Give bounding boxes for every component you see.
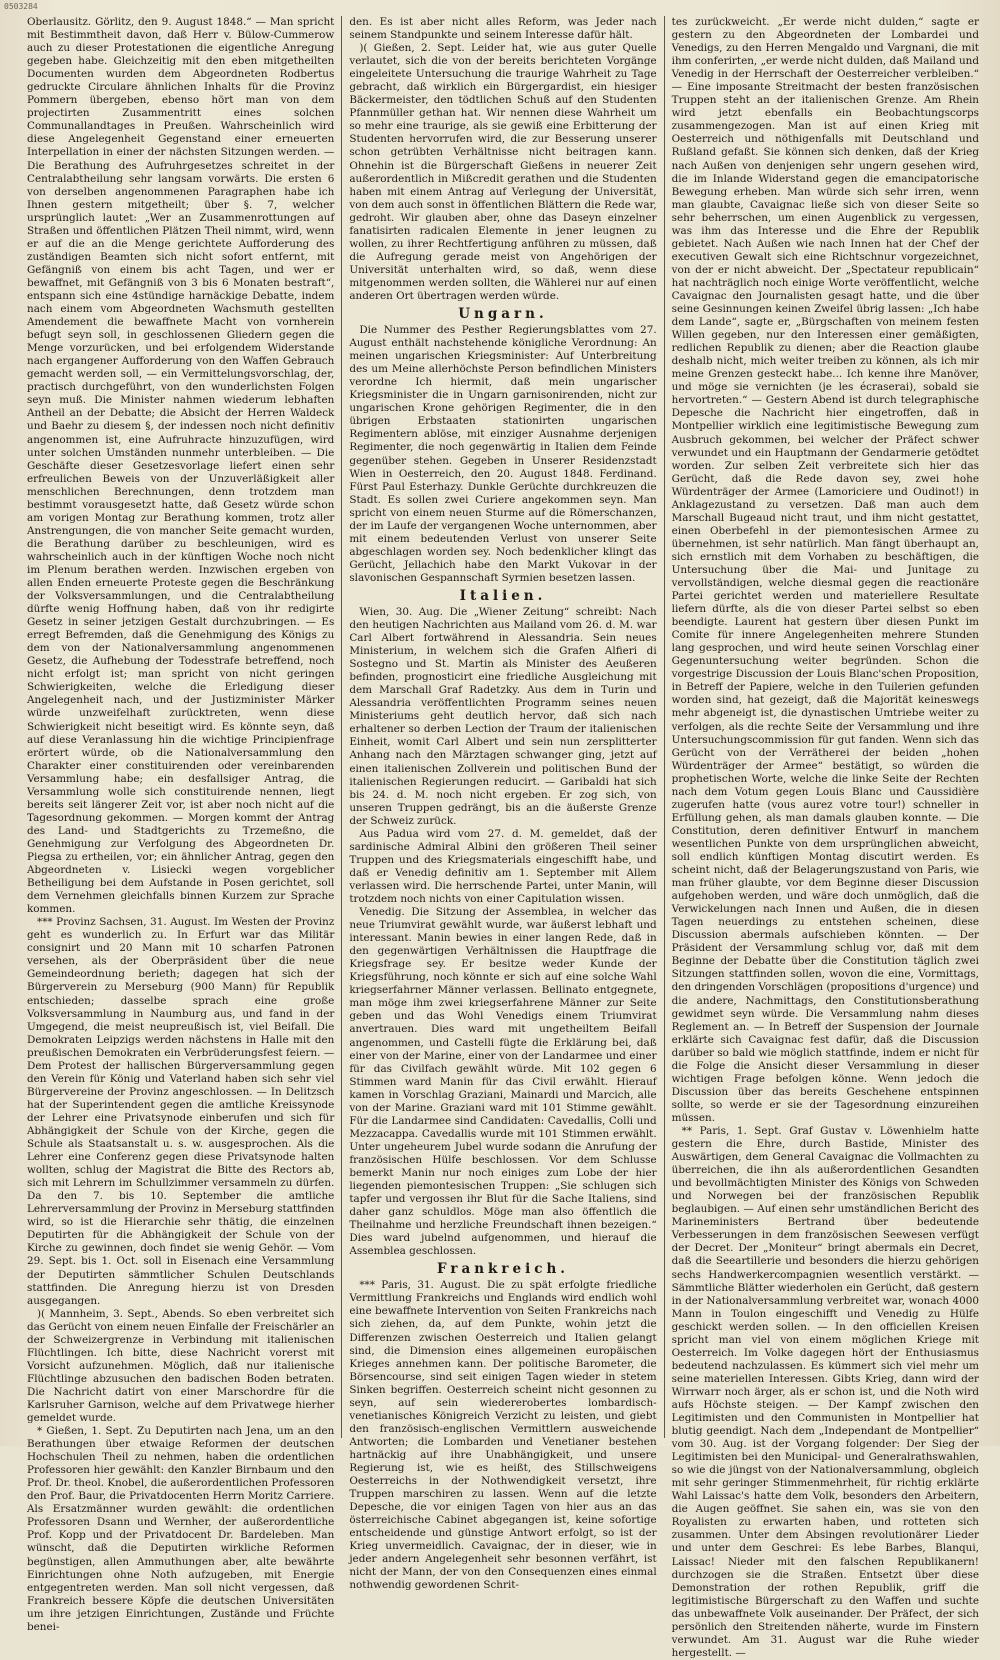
column-1 (20, 16, 341, 1633)
article-paragraph: *** Provinz Sachsen, 31. August. Im Westen der Provinz geht es wunderlich zu. In Erfurt war das Militär consignirt und 20 Mann mit 10 scharfen Patronen versehen, als der Oberpräsident über die neue Gemeindeordnung berieth; dagegen hat sich der Bürgerverein zu Merseburg (900 Mann) für Republik entschieden; dasselbe sprach eine große Volksversammlung in Naumburg aus, und fand in der Umgegend, die meist neupreußisch ist, viel Beifall. Die Demokraten Leipzigs werden nächstens in Halle mit den preußischen Demokraten ein Verbrüderungsfest feiern. — Dem Protest der hallischen Bürgerversammlung gegen den Verein für König und Vaterland haben sich sehr viel Bürgervereine der Provinz angeschlossen. — In Delitzsch hat der Superintendent gegen die amtliche Kreissynode der Lehrer eine Privatsynode einberufen und sich für Abhängigkeit der Schule von der Kirche, gegen die Schule als Staatsanstalt u. s. w. ausgesprochen. Als die Lehrer eine Conferenz gegen diese Privatsynode halten wollten, schlug der Magistrat die Bitte des Rectors ab, sich mit Lehrern im Schullzimmer versammeln zu dürfen. Da den 7. bis 10. September die amtliche Lehrerversammlung der Provinz in Merseburg stattfinden wird, so ist die Hierarchie sehr thätig, die einzelnen Deputirten für die Abhängigkeit der Schule von der Kirche zu gewinnen, doch findet sie wenig Gehör. — Vom 29. Sept. bis 1. Oct. soll in Eisenach eine Versammlung der Deputirten sämmtlicher Schulen Deutschlands stattfinden. Die Anregung hierzu ist von Dresden ausgegangen. (27, 916, 335, 1307)
article-paragraph: * Gießen, 1. Sept. Zu Deputirten nach Jena, um an den Berathungen über etwaige Reformen der deutschen Hochschulen Theil zu nehmen, haben die ordentlichen Professoren hier gewählt: den Kanzler Birnbaum und den Prof. Dr. theol. Knobel, die außerordentlichen Professoren den Prof. Baur, die Privatdocenten Herrn Moritz Carriere. Als Ersatzmänner wurden gewählt: die ordentlichen Professoren Dsann und Wernher, der außerordentliche Prof. Kopp und der Privatdocent Dr. Bardeleben. Man wünscht, daß die Deputirten wirkliche Reformen begünstigen, allen Ammuthungen aber, alte bewährte Einrichtungen ohne Noth aufzugeben, mit Energie entgegentreten werden. Man soll nicht vergessen, daß Frankreich bessere Köpfe die deutschen Universitäten um ihre jetzigen Einrichtungen, Zustände und Früchte benei- (27, 1425, 335, 1633)
article-paragraph: *** Paris, 31. August. Die zu spät erfolgte friedliche Vermittlung Frankreichs und Englands wird endlich wohl eine bewaffnete Intervention von Seiten Frankreichs nach sich ziehen, da, auf dem Punkte, wohin jetzt die Differenzen zwischen Oesterreich und Italien gelangt sind, die Dimension eines allgemeinen europäischen Krieges annehmen kann. Der politische Barometer, die Börsencourse, sind seit einigen Tagen wieder in stetem Sinken begriffen. Oesterreich scheint nicht gesonnen zu seyn, auf sein wiedererobertes lombardisch-venetianisches Königreich Verzicht zu leisten, und giebt den französisch-englischen Vermittlern ausweichende Antworten; die Lombarden und Venetianer bestehen hartnäckig auf ihre Unabhängigkeit, und unsere Regierung ist, wie es heißt, des Stillschweigens Oesterreichs in der Nothwendigkeit versetzt, ihre Truppen marschiren zu lassen. Wenn auf die letzte Depesche, die vor einigen Tagen von hier aus an das österreichische Cabinet abgegangen ist, keine sofortige entscheidende und günstige Antwort erfolgt, so ist der Krieg unvermeidlich. Cavaignac, der in dieser, wie in jeder andern Angelegenheit sehr besonnen verfährt, ist nicht der Mann, der von den Consequenzen eines einmal nothwendig gewordenen Schrit- (349, 1279, 657, 1592)
article-paragraph: ** Paris, 1. Sept. Graf Gustav v. Löwenhielm hatte gestern die Ehre, durch Bastide, Minister des Auswärtigen, dem General Cavaignac die Vollmachten zu überreichen, die ihn als außerordentlichen Gesandten und bevollmächtigten Minister des Königs von Schweden und Norwegen bei der französischen Republik beglaubigen. — Auf einen sehr umständlichen Bericht des Marineministers Bertrand über bedeutende Verbesserungen in dem französischen Seewesen verfügt der Decret. Der „Moniteur“ bringt abermals ein Decret, daß die Seeartillerie und besonders die hierzu gehörigen sechs Handwerkercompagnien wesentlich verstärkt. — Sämmtliche Blätter wiederholen ein Gerücht, daß gestern in der Nationalversammlung verbreitet war, wonach 4000 Mann in Toulon eingeschifft und Venedig zu Hülfe geschickt werden sollen. — In den officiellen Kreisen spricht man viel von einem möglichen Kriege mit Oesterreich. Im Volke dagegen hört der Enthusiasmus bedeutend nachzulassen. Es kümmert sich viel mehr um seine materiellen Interessen. Gibts Krieg, dann wird der Wirrwarr noch ärger, als er schon ist, und die Noth wird aufs Höchste steigen. — Der Kampf zwischen den Legitimisten und den Communisten in Montpellier hat blutig geendigt. Nach dem „Independant de Montpellier“ vom 30. Aug. ist der Vorgang folgender: Der Sieg der Legitimisten bei den Municipal- und Generalrathswahlen, so wie die jüngst von der Nationalversammlung, obgleich mit sehr geringer Stimmenmehrheit, für richtig erklärte Wahl Laissac's hatte dem Volk, besonders den Arbeitern, die Augen geöffnet. Sie sahen ein, was sie von den Royalisten zu erwarten haben, und rotteten sich zusammen. Unter dem Absingen revolutionärer Lieder und unter dem Geschrei: Es lebe Barbes, Blanqui, Laissac! Nieder mit den falschen Republikanern! durchzogen sie die Straßen. Entsetzt über diese Demonstration der rothen Republik, griff die legitimistische Bürgerschaft zu den Waffen und suchte das unbewaffnete Volk auseinander. Der Präfect, der sich persönlich den Streitenden näherte, wurde im Finstern verwundet. Am 31. August war die Ruhe wieder hergestellt. — (671, 1124, 979, 1659)
article-paragraph: Die Nummer des Pesther Regierungsblattes vom 27. August enthält nachstehende königliche Verordnung: An meinen ungarischen Kriegsminister: Auf Unterbreitung des um Meine allerhöchste Person befindlichen Ministers verordne Ich hiermit, daß mein ungarischer Kriegsminister die in Ungarn garnisonirenden, nicht zur ungarischen Krone gehörigen Regimenter, die in den übrigen Erbstaaten stationirten ungarischen Regimentern ablöse, mit einziger Ausnahme derjenigen Regimenter, die noch gegenwärtig in Italien dem Feinde gegenüber stehen. Gegeben in Unserer Residenzstadt Wien in Oesterreich, den 20. August 1848. Ferdinand. Fürst Paul Esterhazy. Dunkle Gerüchte durchkreuzen die Stadt. Es sollen zwei Curiere angekommen seyn. Man spricht von einem neuen Sturme auf die Römerschanzen, der im Laufe der vergangenen Woche unternommen, aber mit einem bedeutenden Verlust von unserer Seite abgeschlagen worden sey. Noch bedenklicher klingt das Gerücht, Jellachich habe den Markt Vukovar in der slavonischen Gespannschaft Syrmien besetzen lassen. (349, 324, 657, 584)
section-heading-ungarn: Ungarn. (458, 306, 548, 323)
section-heading-italien: Italien. (459, 587, 547, 604)
column-3 (664, 16, 986, 1659)
section-heading-frankreich: Frankreich. (437, 1261, 569, 1278)
article-paragraph: Aus Padua wird vom 27. d. M. gemeldet, daß der sardinische Admiral Albini den größeren Theil seiner Truppen und des Kriegsmaterials eingeschifft habe, und daß er Venedig definitiv am 1. September mit Allem verlassen wird. Die herrschende Partei, unter Manin, will trotzdem noch nichts von einer Capitulation wissen. (349, 827, 657, 905)
article-paragraph: )( Gießen, 2. Sept. Leider hat, wie aus guter Quelle verlautet, sich die von der bereits berichteten Vorgänge eingeleitete Untersuchung die traurige Wahrheit zu Tage gebracht, daß wirklich ein Bürgergardist, ein hiesiger Bäckermeister, den tödtlichen Schuß auf den Studenten Pfannmüller gethan hat. Wir nennen diese Wahrheit um so mehr eine traurige, als sie gewiß eine Erbitterung der Studenten hervorrufen wird, die zur Besserung unserer schon getrübten Verhältnisse nicht beitragen kann. Ohnehin ist die Bürgerschaft Gießens in neuerer Zeit außerordentlich in Mißcredit gerathen und die Studenten haben mit einem Antrag auf Verlegung der Universität, von dem auch sonst in öffentlichen Blättern die Rede war, gedroht. Wir glauben aber, ohne das Daseyn einzelner fanatisirten radicalen Elemente in jener leugnen zu wollen, zu ihrer Rechtfertigung anführen zu müssen, daß die Aufregung gerade meist von Angehörigen der Universität unterhalten wird, so daß, wenn diese mitgenommen werden sollten, die Wählerei nur auf einen anderen Ort übertragen werden würde. (349, 42, 657, 302)
article-paragraph: Oberlausitz. Görlitz, den 9. August 1848.“ — Man spricht mit Bestimmtheit davon, daß Herr v. Bülow-Cummerow auch zu dieser Protestationen die eigentliche Anregung gegeben habe. Gleichzeitig mit den eben mitgetheilten Documenten wurden dem Abgeordneten Rodbertus gedruckte Circulare ähnlichen Inhalts für die Provinz Pommern übergeben, ebenso hört man von dem projectirten Zusammentritt eines solchen Communallandtages in Preußen. Wahrscheinlich wird diese Angelegenheit Gegenstand einer erneuerten Interpellation in einer der nächsten Sitzungen werden. — Die Berathung des Aufruhrgesetzes schreitet in der Centralabtheilung sehr langsam vorwärts. Die ersten 6 von derselben angenommenen Paragraphen habe ich Ihnen gestern mitgetheilt; über §. 7, welcher ursprünglich lautet: „Wer an Zusammenrottungen auf Straßen und öffentlichen Plätzen Theil nimmt, wird, wenn er auf die an die Menge gerichtete Aufforderung des zuständigen Beamten sich nicht sofort entfernt, mit Gefängniß von einem bis acht Tagen, und wer er bewaffnet, mit Gefängniß von 3 bis 6 Monaten bestraft“, entspann sich eine 4stündige harnäckige Debatte, indem nach einem vom Abgeordneten Wachsmuth gestellten Amendement die bewaffnete Macht von vornherein befugt seyn soll, in geschlossenen Gliedern gegen die Menge vorzurücken, und bei erfolgendem Widerstande nach ergangener Aufforderung von den Waffen Gebrauch gemacht werden soll, — ein Vermittelungsvorschlag, der, practisch durchgeführt, von den wunderlichsten Folgen seyn muß. Die Minister nahmen wiederum lebhaften Antheil an der Debatte; die Absicht der Herren Waldeck und Baehr zu diesem §, der indessen noch nicht definitiv angenommen ist, eine Aufruhracte hinzuzufügen, wird unter solchen Umständen nunmehr unterbleiben. — Die Geschäfte dieser Gesetzesvorlage liefert einen sehr erfreulichen Beweis von der Unzuverläßigkeit aller menschlichen Berechnungen, denn trotzdem man bestimmt vorausgesetzt hatte, daß Gesetz würde schon am vorigen Montag zur Berathung kommen, trotz aller Anstrengungen, die von mancher Seite gemacht wurden, die Berathung darüber zu beschleunigen, wird es wahrscheinlich auch in der künftigen Woche noch nicht im Plenum berathen werden. Inzwischen ergeben von allen Enden erneuerte Proteste gegen die Beschränkung der Volksversammlungen, und die Centralabtheilung dürfte wenig Hoffnung haben, daß von ihr redigirte Gesetz in seiner jetzigen Gestalt durchzubringen. — Es erregt Befremden, daß die Genehmigung des Königs zu dem von der Nationalversammlung angenommenen Gesetz, die Aufhebung der Todesstrafe betreffend, noch nicht erfolgt ist; man spricht von nicht geringen Schwierigkeiten, welche die Erledigung dieser Angelegenheit nach, und der Justizminister Märker würde unzweifelhaft zurücktreten, wenn diese Schwierigkeit nicht beseitigt wird. Es könnte seyn, daß auf diese Veranlassung hin die wichtige Principienfrage erörtert würde, ob die Nationalversammlung den Charakter einer constituirenden oder vereinbarenden Versammlung habe; ein desfallsiger Antrag, die Versammlung wolle sich constituirende nennen, liegt bereits seit längerer Zeit vor, ist aber noch nicht auf die Tagesordnung gekommen. — Morgen kommt der Antrag des Land- und Stadtgerichts zu Trzemeßno, die Genehmigung zur Verfolgung des Abgeordneten Dr. Piegsa zu ertheilen, vor; ein ähnlicher Antrag, gegen den Abgeordneten v. Lisiecki wegen vorgeblicher Betheiligung bei dem Aufstande in Posen gerichtet, soll dem Vernehmen gleichfalls binnen Kurzem zur Sprache kommen. (27, 16, 335, 916)
article-paragraph: Wien, 30. Aug. Die „Wiener Zeitung“ schreibt: Nach den heutigen Nachrichten aus Mailand vom 26. d. M. war Carl Albert fortwährend in Alessandria. Sein neues Ministerium, in welchem sich die Grafen Alfieri di Sostegno und St. Martin als Minister des Aeußeren befinden, prognosticirt eine friedliche Ausgleichung mit dem Marschall Graf Radetzky. Aus dem in Turin und Alessandria veröffentlichten Programm seines neuen Ministeriums geht deutlich hervor, daß sich nach erhaltener so derben Lection der Traum der italienischen Einheit, womit Carl Albert und sein nun zersplitterter Anhang nach den Märztagen schwanger ging, jetzt auf einen italienischen Zollverein und politischen Bund der italienischen Regierungen reducirt. — Garibaldi hat sich bis 24. d. M. noch nicht ergeben. Er zog sich, von unseren Truppen gedrängt, bis an die äußerste Grenze der Schweiz zurück. (349, 605, 657, 827)
column-2 (341, 16, 663, 1592)
article-paragraph: )( Mannheim, 3. Sept., Abends. So eben verbreitet sich das Gerücht von einem neuen Einfalle der Freischärler an der Schweizergrenze in Verbindung mit italienischen Flüchtlingen. Ich bitte, diese Nachricht vorerst mit Vorsicht aufzunehmen. Möglich, daß nur italienische Flüchtlinge abzusuchen den badischen Boden betraten. Die Nachricht datirt von einer Marschordre für die Karlsruher Garnison, welche auf dem Privatwege hierher gemeldet wurde. (27, 1307, 335, 1425)
article-paragraph: tes zurückweicht. „Er werde nicht dulden,“ sagte er gestern zu den Abgeordneten der Lombardei und Venedigs, zu den Herren Mengaldo und Vargnani, die mit ihm conferirten, „er werde nicht dulden, daß Mailand und Venedig in der Herrschaft der Oesterreicher verbleiben.“ — Eine imposante Streitmacht der besten französischen Truppen steht an der italienischen Grenze. Am Rhein wird jetzt ebenfalls ein Beobachtungscorps zusammengezogen. Man ist auf einen Krieg mit Oesterreich und nöthigenfalls mit Deutschland und Rußland gefaßt. Sie können sich denken, daß der Krieg nach Außen von denjenigen sehr ungern gesehen wird, die im Inlande Widerstand gegen die emancipatorische Bewegung erheben. Man würde sich sehr irren, wenn man glaubte, Cavaignac ließe sich von dieser Seite so sehr beherrschen, um einen Augenblick zu vergessen, was ihm das Interesse und die Ehre der Republik gebietet. Nach Außen wie nach Innen hat der Chef der executiven Gewalt sich eine Richtschnur vorgezeichnet, von der er nicht abweicht. Der „Spectateur republicain“ hat nachträglich noch einige Worte veröffentlicht, welche Cavaignac den Journalisten gesagt hatte, und die über seine Gesinnungen keinen Zweifel übrig lassen: „Ich habe dem Lande“, sagte er, „Bürgschaften von meinem festen Willen gegeben, nur den Interessen einer gemäßigten, redlichen Republik zu dienen; aber die Reaction glaube deshalb nicht, mich weiter treiben zu können, als ich mir meine Grenzen gesteckt habe... Ich kenne ihre Manöver, und möge sie vernichten (je les écraserai), sobald sie hervortreten.“ — Gestern Abend ist durch telegraphische Depesche die Nachricht hier eingetroffen, daß in Montpellier wirklich eine legitimistische Bewegung zum Ausbruch gekommen, bei welcher der Präfect schwer verwundet und ein Hauptmann der Gendarmerie getödtet worden. Zur selben Zeit verbreitete sich hier das Gerücht, daß die Rede davon sey, zwei hohe Würdenträger der Armee (Lamoriciere und Oudinot!) in Anklagezustand zu versetzen. Daß man auch dem Marschall Bugeaud nicht traut, und ihm nicht gestattet, einen Oberbefehl in der piemontesischen Armee zu übernehmen, ist sehr natürlich. Man fängt überhaupt an, sich ernstlich mit dem Vorhaben zu beschäftigen, die Untersuchung über die Mai- und Junitage zu vervollständigen, welche diesmal gegen die reactionäre Partei gerichtet werden und materiellere Resultate liefern dürfte, als die von dieser Partei selbst so eben beendigte. Laurent hat gestern über diesen Punkt im Comite für innere Angelegenheiten mehrere Stunden lang gesprochen, und wird heute seinen Vorschlag einer Gegenuntersuchung weiter begründen. Schon die vorgestrige Discussion der Louis Blanc'schen Proposition, in Betreff der Papiere, welche in den Tuilerien gefunden worden sind, hat gezeigt, daß die Majorität keineswegs mehr abgeneigt ist, die dynastischen Umtriebe weiter zu verfolgen, als die rechte Seite der Versammlung und ihre Untersuchungscommission für gut fanden. Wenn sich das Gerücht von der Verrätherei der beiden „hohen Würdenträger der Armee“ bestätigt, so würden die prophetischen Worte, welche die linke Seite der Rechten nach dem Votum gegen Louis Blanc und Caussidière zugerufen hatte (vous aurez votre tour!) schneller in Erfüllung gehen, als man damals glauben konnte. — Die Constitution, deren definitiver Entwurf in manchem wesentlichen Punkte von dem ursprünglichen abweicht, soll endlich künftigen Montag discutirt werden. Es scheint nicht, daß der Belagerungszustand von Paris, wie man früher glaubte, vor dem Beginne dieser Discussion aufgehoben werden, und wäre doch unmöglich, daß die Verwickelungen nach Innen und Außen, die in diesen Tagen neuerdings zu entstehen scheinen, diese Discussion abermals aufschieben könnten. — Der Präsident der Versammlung schlug vor, daß mit dem Beginne der Debatte über die Constitution täglich zwei Sitzungen stattfinden sollen, wovon die eine, Vormittags, den dringenden Vorschlägen (propositions d'urgence) und die andere, Nachmittags, den Constitutionsberathung gewidmet seyn würde. Die Versammlung nahm dieses Reglement an. — In Betreff der Suspension der Journale erklärte sich Cavaignac fest dafür, daß die Discussion darüber so bald wie möglich stattfinde, indem er nicht für die Folge die Ansicht dieser Versammlung in dieser wichtigen Frage befolgen könne. Wenn jedoch die Discussion über das bereits Geschehene entspinnen sollte, so werde er sie der Tagesordnung einzureihen müssen. (671, 16, 979, 1124)
article-paragraph: Venedig. Die Sitzung der Assemblea, in welcher das neue Triumvirat gewählt wurde, war äußerst lebhaft und interessant. Manin bewies in einer langen Rede, daß in den gegenwärtigen Verhältnissen die Hauptfrage die Kriegsfrage sey. Er besitze weder Kunde der Kriegsführung, noch könnte er sich auf eine solche Wahl kriegserfahrner Männer verlassen. Bellinato entgegnete, man möge ihm zwei kriegserfahrene Männer zur Seite geben und das Wohl Venedigs einem Triumvirat anvertrauen. Dies ward mit ungetheiltem Beifall angenommen, und Castelli fügte die Erklärung bei, daß einer von der Marine, einer von der Landarmee und einer für das Civilfach gewählt würde. Mit 102 gegen 6 Stimmen ward Manin für das Civil erwählt. Hierauf kamen in Vorschlag Graziani, Mainardi und Marcich, alle von der Marine. Graziani ward mit 101 Stimme gewählt. Für die Landarmee sind Candidaten: Cavedallis, Colli und Mezzacappa. Cavedallis wurde mit 101 Stimmen erwählt. Unter ungeheurem Jubel wurde sodann die Anrufung der französischen Hülfe beschlossen. Vor dem Schlusse bemerkt Manin nur noch einiges zum Lobe der hier liegenden piemontesischen Truppen: „Sie schlugen sich tapfer und vergossen ihr Blut für die Sache Italiens, sind daher ganz schuldlos. Möge man also öffentlich die Theilnahme und herzliche Freundschaft ihnen bezeigen.“ Dies ward jubelnd aufgenommen, und hierauf die Assemblea geschlossen. (349, 906, 657, 1258)
text-columns (20, 16, 986, 1659)
page-id: 0503284 (4, 2, 38, 11)
article-paragraph: den. Es ist aber nicht alles Reform, was Jeder nach seinem Standpunkte und seinem Interesse dafür hält. (349, 16, 657, 42)
